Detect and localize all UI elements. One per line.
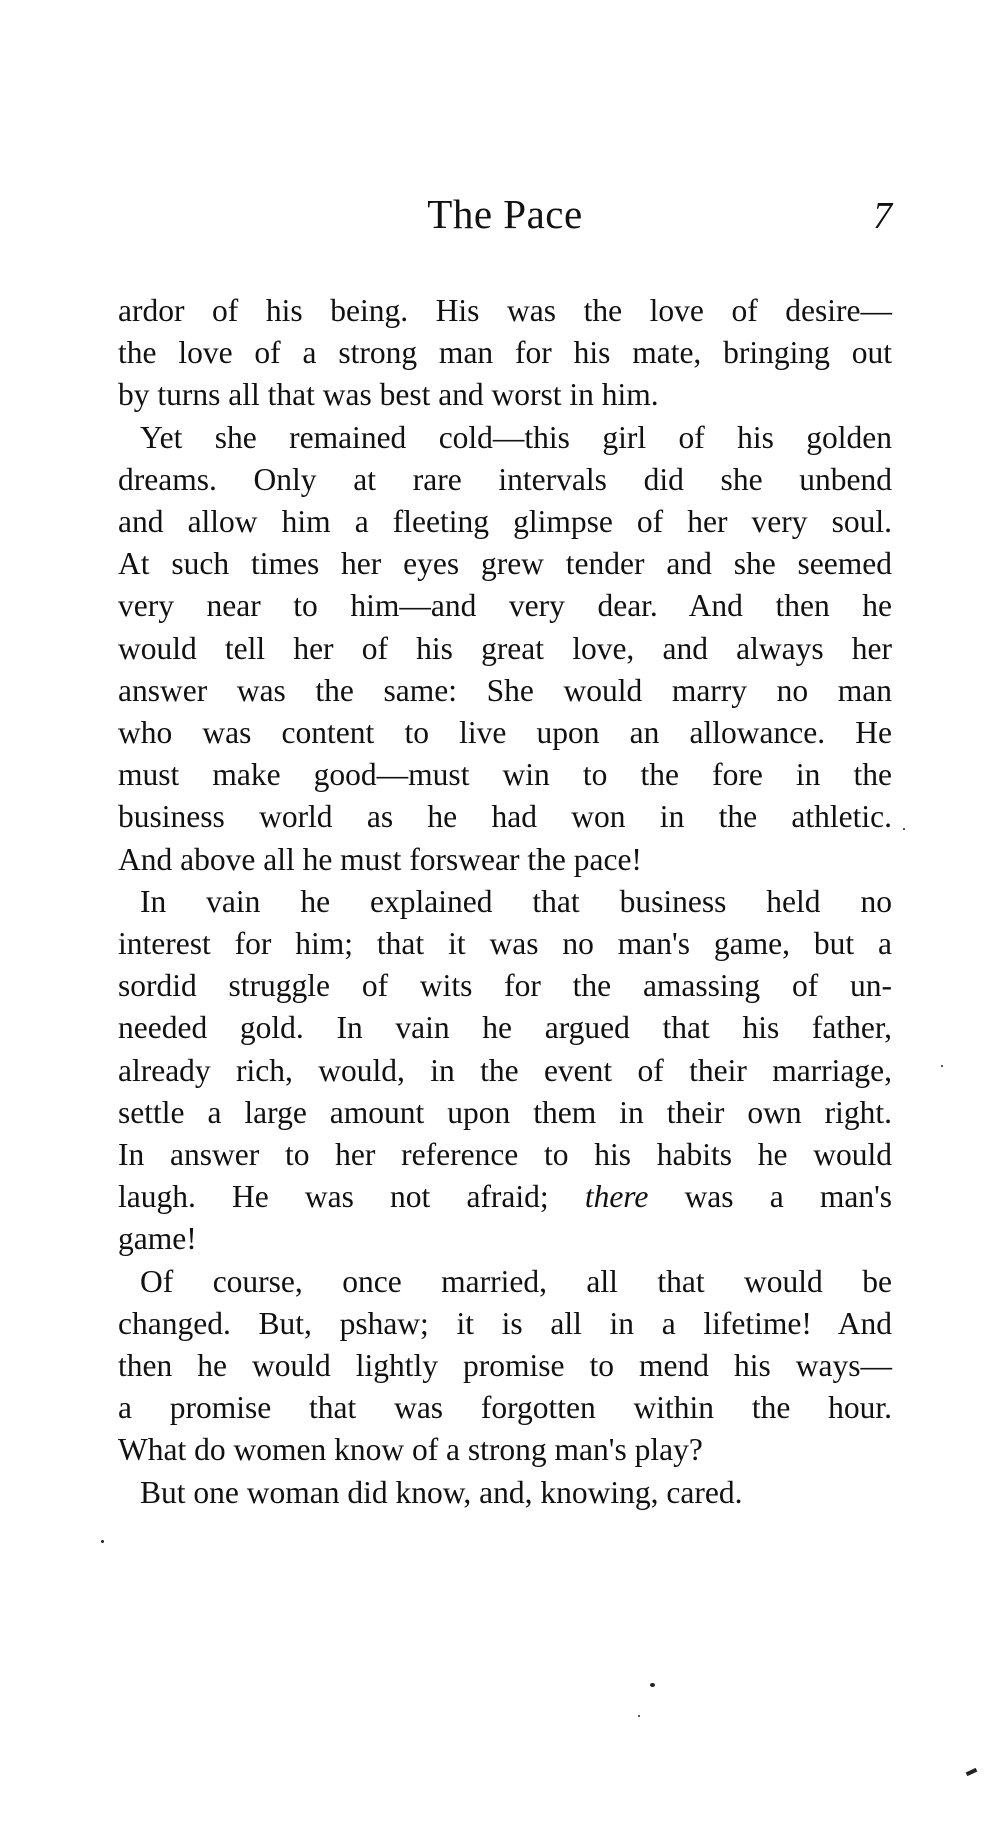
- text-line: a promise that was forgotten within the hour.: [118, 1390, 892, 1426]
- scan-speck: [638, 1715, 640, 1717]
- text-line: then he would lightly promise to mend his ways—: [118, 1348, 892, 1384]
- paragraph: [118, 1261, 892, 1472]
- text-line: and allow him a fleeting glimpse of her very soul.: [118, 504, 892, 540]
- text-line: At such times her eyes grew tender and she seemed: [118, 546, 892, 582]
- paragraph: [118, 417, 892, 881]
- text-line: game!: [118, 1221, 197, 1257]
- text-line: very near to him—and very dear. And then he: [118, 588, 892, 624]
- text-line: What do women know of a strong man's play?: [118, 1432, 703, 1468]
- text-line: the love of a strong man for his mate, bringing out: [118, 335, 892, 371]
- text-line: by turns all that was best and worst in him.: [118, 377, 659, 413]
- running-head-title: The Pace: [427, 191, 583, 237]
- running-head: [118, 190, 892, 250]
- scan-speck: [903, 828, 905, 830]
- text-line: interest for him; that it was no man's game, but a: [118, 926, 892, 962]
- text-line: But one woman did know, and, knowing, cared.: [140, 1474, 743, 1510]
- text-line: In answer to her reference to his habits he would: [118, 1137, 892, 1173]
- text-segment: was a man's: [684, 1179, 893, 1215]
- text-line: answer was the same: She would marry no man: [118, 672, 892, 708]
- text-line: And above all he must forswear the pace!: [118, 841, 642, 877]
- text-line: would tell her of his great love, and always her: [118, 630, 892, 666]
- text-line: settle a large amount upon them in their own right.: [118, 1094, 892, 1130]
- text-segment: laugh. He was not afraid;: [118, 1179, 549, 1215]
- paragraph: [118, 290, 892, 417]
- paragraph: [118, 1472, 892, 1514]
- scan-speck: [941, 1065, 943, 1067]
- text-line: must make good—must win to the fore in the: [118, 757, 892, 793]
- text-line: business world as he had won in the athletic.: [118, 799, 892, 835]
- text-line: sordid struggle of wits for the amassing of un-: [118, 968, 892, 1004]
- text-line: changed. But, pshaw; it is all in a lifetime! And: [118, 1305, 892, 1341]
- text-line: who was content to live upon an allowance. He: [118, 715, 892, 751]
- scan-speck: [650, 1683, 655, 1687]
- text-line: dreams. Only at rare intervals did she unbend: [118, 461, 892, 497]
- page-number: 7: [873, 195, 892, 237]
- text-line: already rich, would, in the event of their marriage,: [118, 1052, 892, 1088]
- text-line: In vain he explained that business held no: [140, 883, 892, 919]
- paragraph: [118, 881, 892, 1261]
- scan-speck: [966, 1768, 978, 1776]
- body-text: [118, 290, 892, 1514]
- text-line: ardor of his being. His was the love of desire—: [118, 293, 892, 328]
- text-line-with-italic: [118, 1176, 892, 1218]
- text-line: Of course, once married, all that would be: [140, 1263, 892, 1299]
- scan-speck: [101, 1540, 104, 1543]
- italic-word: there: [584, 1179, 649, 1215]
- text-line: Yet she remained cold—this girl of his golden: [140, 419, 892, 455]
- text-line: needed gold. In vain he argued that his father,: [118, 1010, 892, 1046]
